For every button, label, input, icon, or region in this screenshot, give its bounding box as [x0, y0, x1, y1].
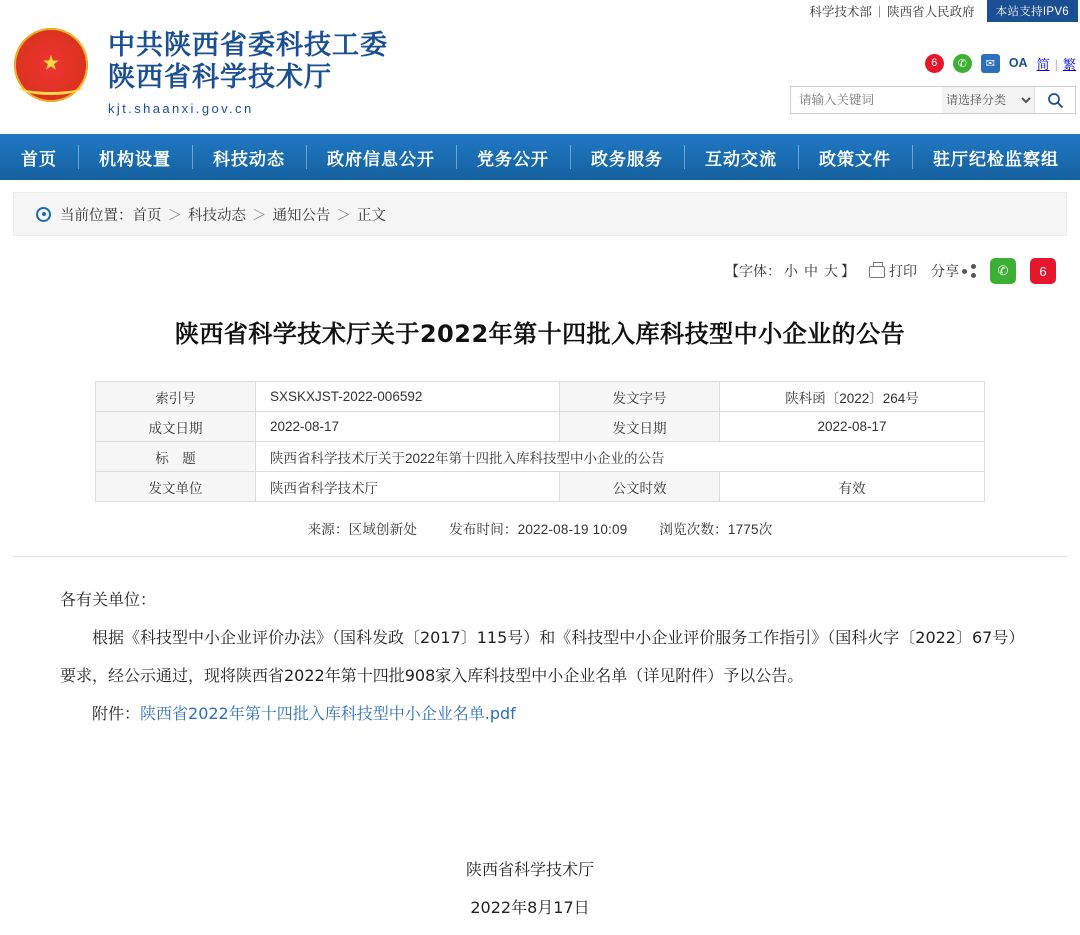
- attachment-label: 附件：: [92, 704, 141, 723]
- nav-item-organization[interactable]: 机构设置: [78, 134, 192, 180]
- mail-icon[interactable]: ✉: [981, 54, 1000, 73]
- breadcrumb-label: 当前位置：: [60, 207, 133, 224]
- meta-value-validity: 有效: [720, 472, 985, 502]
- search-bar: [776, 86, 1076, 114]
- table-row: [96, 382, 985, 412]
- topbar-link-provincial-gov[interactable]: 陕西省人民政府: [887, 5, 975, 19]
- printer-icon: [869, 266, 885, 278]
- nav-item-news[interactable]: 科技动态: [192, 134, 306, 180]
- meta-label-title: 标 题: [96, 442, 256, 472]
- meta-label-issuing-unit: 发文单位: [96, 472, 256, 502]
- meta-label-written-date: 成文日期: [96, 412, 256, 442]
- topbar-separator: |: [877, 4, 882, 18]
- meta-label-validity: 公文时效: [560, 472, 720, 502]
- font-size-small[interactable]: 小: [784, 263, 798, 279]
- site-title-line2: 陕西省科学技术厅: [108, 62, 332, 93]
- font-size-label-end: 】: [841, 263, 855, 279]
- breadcrumb-sep-1: ＞: [167, 207, 182, 224]
- meta-value-written-date: 2022-08-17: [256, 412, 560, 442]
- topbar-link-most[interactable]: 科学技术部: [809, 5, 872, 19]
- table-row: [96, 472, 985, 502]
- font-size-control: [725, 261, 855, 281]
- article-publish-time: 发布时间：2022-08-19 10:09: [449, 522, 628, 537]
- font-size-medium[interactable]: 中: [804, 263, 818, 279]
- search-input[interactable]: [790, 86, 942, 114]
- meta-value-title: 陕西省科学技术厅关于2022年第十四批入库科技型中小企业的公告: [256, 442, 985, 472]
- wechat-icon[interactable]: ✆: [953, 54, 972, 73]
- signature-date: 2022年8月17日: [470, 898, 590, 917]
- nav-item-party-affairs[interactable]: 党务公开: [456, 134, 570, 180]
- main-nav: [0, 134, 1080, 180]
- national-emblem-icon: [14, 28, 88, 102]
- nav-item-interaction[interactable]: 互动交流: [684, 134, 798, 180]
- site-domain: kjt.shaanxi.gov.cn: [108, 101, 254, 116]
- lang-divider: |: [1054, 56, 1058, 72]
- lang-simplified-link[interactable]: 简: [1036, 56, 1050, 72]
- share-weibo-icon[interactable]: 6: [1030, 258, 1056, 284]
- meta-value-issue-date: 2022-08-17: [720, 412, 985, 442]
- site-header: [0, 22, 1080, 134]
- attachment-link[interactable]: 陕西省2022年第十四批入库科技型中小企业名单.pdf: [140, 704, 516, 723]
- article-view-count: 浏览次数：1775次: [659, 522, 773, 537]
- ipv6-badge: 本站支持IPV6: [987, 0, 1078, 22]
- meta-label-issue-date: 发文日期: [560, 412, 720, 442]
- share-label: 分享: [931, 263, 959, 279]
- divider: [13, 556, 1067, 557]
- meta-label-index-number: 索引号: [96, 382, 256, 412]
- nav-item-discipline-inspection[interactable]: 驻厅纪检监察组: [912, 134, 1080, 180]
- emblem-wheat: [18, 77, 84, 95]
- font-size-label: 【字体：: [725, 263, 781, 279]
- nav-item-home[interactable]: 首页: [21, 149, 57, 170]
- meta-label-document-number: 发文字号: [560, 382, 720, 412]
- article-signature: [0, 851, 1080, 927]
- social-row: [776, 52, 1076, 74]
- signature-org: 陕西省科学技术厅: [465, 860, 594, 879]
- document-meta-table: [95, 381, 985, 502]
- font-size-large[interactable]: 大: [824, 263, 838, 279]
- breadcrumb-item-home[interactable]: 首页: [132, 207, 162, 224]
- top-utility-bar: [0, 0, 1080, 22]
- nav-item-government-disclosure[interactable]: 政府信息公开: [306, 134, 456, 180]
- breadcrumb-sep-2: ＞: [252, 207, 267, 224]
- breadcrumb-item-current: 正文: [357, 207, 386, 224]
- search-category-select[interactable]: [942, 86, 1034, 114]
- search-button[interactable]: [1034, 86, 1076, 114]
- article-body: [60, 581, 1020, 733]
- table-row: [96, 442, 985, 472]
- article-tools: [0, 236, 1080, 284]
- search-icon: [1047, 92, 1064, 109]
- share-icon[interactable]: [962, 264, 976, 278]
- meta-value-issuing-unit: 陕西省科学技术厅: [256, 472, 560, 502]
- article-attachment-line: [60, 695, 1020, 733]
- site-title-line1: 中共陕西省委科技工委: [108, 30, 388, 61]
- article-paragraph-1: 根据《科技型中小企业评价办法》（国科发政〔2017〕115号）和《科技型中小企业评价服务工作指引》（国科火字〔2022〕67号）要求，经公示通过，现将陕西省2022年第十四批908家入库科技型中小企业名单（详见附件）予以公告。: [60, 628, 1017, 685]
- page-title: 陕西省科学技术厅关于2022年第十四批入库科技型中小企业的公告: [174, 320, 906, 348]
- nav-item-policy-documents[interactable]: 政策文件: [798, 134, 912, 180]
- oa-icon[interactable]: OA: [1008, 56, 1028, 70]
- share-group: [931, 261, 976, 281]
- breadcrumb-item-news[interactable]: 科技动态: [188, 207, 246, 224]
- print-button[interactable]: [869, 261, 917, 281]
- article-subinfo: [0, 518, 1080, 538]
- site-title-block: [108, 22, 388, 116]
- emblem-star: ★: [42, 52, 60, 75]
- weibo-icon[interactable]: 6: [925, 54, 944, 73]
- language-switch: [1037, 54, 1076, 73]
- lang-traditional-link[interactable]: 繁: [1062, 56, 1076, 72]
- header-right-cluster: [776, 52, 1076, 114]
- nav-item-services[interactable]: 政务服务: [570, 134, 684, 180]
- breadcrumb-wrapper: [0, 180, 1080, 236]
- meta-value-index-number: SXSKXJST-2022-006592: [256, 382, 560, 412]
- location-pin-icon: [36, 207, 51, 222]
- breadcrumb: [13, 192, 1067, 236]
- share-wechat-icon[interactable]: ✆: [990, 258, 1016, 284]
- breadcrumb-item-announcements[interactable]: 通知公告: [272, 207, 331, 224]
- article-source: 来源：区域创新处: [307, 522, 418, 537]
- breadcrumb-sep-3: ＞: [336, 207, 351, 224]
- table-row: [96, 412, 985, 442]
- print-label: 打印: [889, 263, 917, 279]
- meta-value-document-number: 陕科函〔2022〕264号: [720, 382, 985, 412]
- article-salutation: 各有关单位：: [60, 590, 157, 609]
